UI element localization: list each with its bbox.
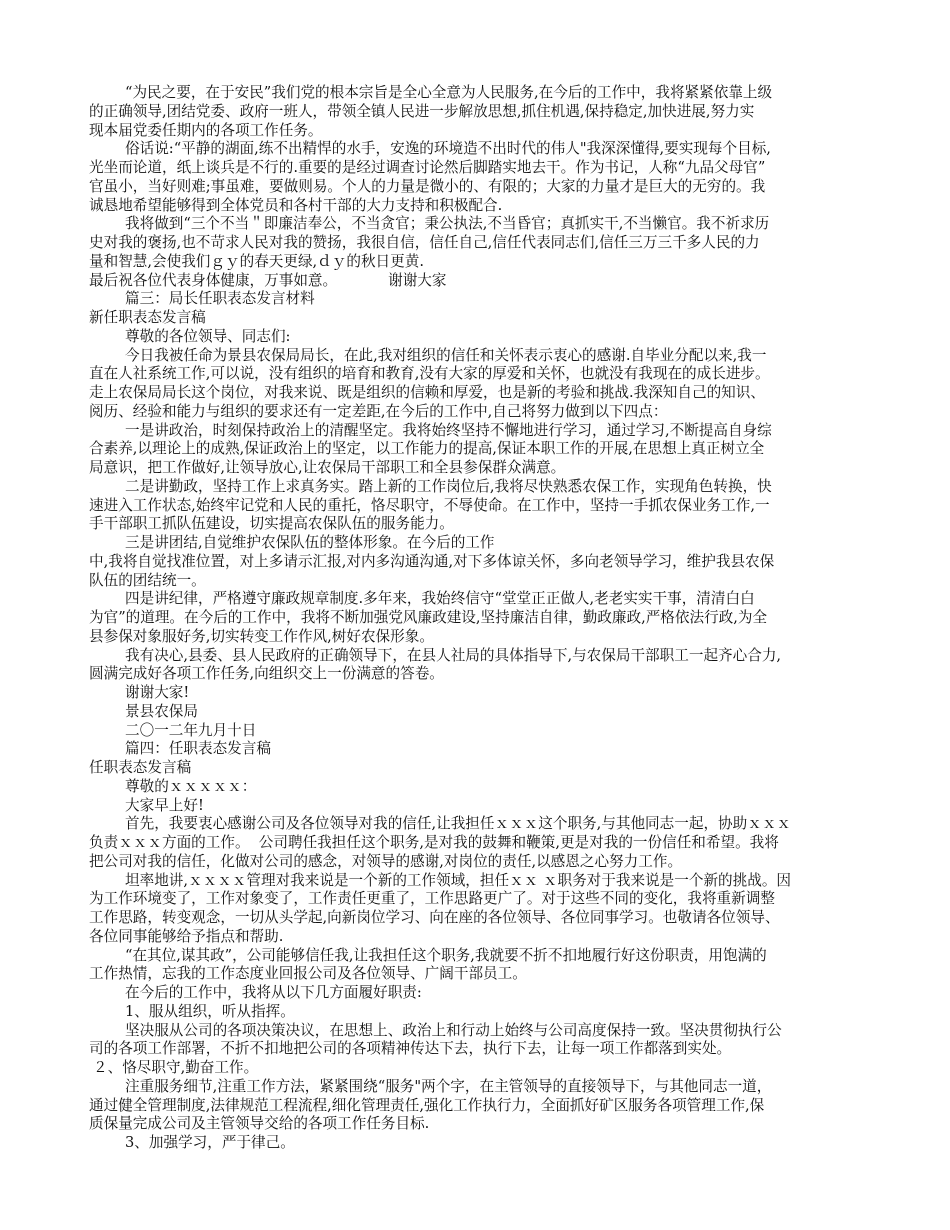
text-line: 合素养,以理论上的成熟,保证政治上的坚定，以工作能力的提高,保证本职工作的开展,在思想上真正树立全: [89, 440, 765, 458]
text-line: 直在人社系统工作,可以说，没有组织的培育和教育,没有大家的厚爱和关怀，也就没有我现在的成长进步。: [89, 365, 770, 383]
text-line: 二是讲勤政，坚持工作上求真务实。踏上新的工作岗位后,我将尽快熟悉农保工作，实现角色转换，快: [125, 477, 772, 495]
text-line: 现本届党委任期内的各项工作任务。: [89, 121, 323, 139]
text-line: “在其位,谋其政”，公司能够信任我,让我担任这个职务,我就要不折不扣地履行好这份职责，用饱满的: [125, 946, 767, 964]
text-line: 工作热情，忘我的工作态度业回报公司及各位领导、广阔干部员工。: [89, 965, 527, 983]
text-line: 俗话说:“平静的湖面,练不出精悍的水手，安逸的环境造不出时代的伟人"我深深懂得,要实现每个目标,: [125, 140, 771, 158]
text-line: 首先，我要衷心感谢公司及各位领导对我的信任,让我担任ｘｘｘ这个职务,与其他同志一起，协助ｘｘｘ: [125, 815, 792, 833]
text-line: 阅历、经验和能力与组织的要求还有一定差距,在今后的工作中,自己将努力做到以下四点：: [89, 402, 668, 420]
text-line: 我将做到“三个不当＂即廉洁奉公，不当贪官；秉公执法,不当昏官；真抓实干,不当懒官。我不祈求历: [125, 215, 770, 233]
text-line: 尊敬的各位领导、同志们:: [125, 327, 291, 345]
text-line: 官虽小，当好则难;事虽难，要做则易。个人的力量是微小的、有限的；大家的力量才是巨大的无穷的。我: [89, 177, 766, 195]
text-line: 景县农保局: [125, 702, 198, 720]
text-line: 史对我的褒扬,也不苛求人民对我的赞扬，我很自信，信任自己,信任代表同志们,信任三万三千多人民的力: [89, 234, 760, 251]
text-line: 谢谢大家!: [125, 684, 190, 701]
text-line: 把公司对我的信任，化做对公司的感念，对领导的感谢,对岗位的责任,以感恩之心努力工作。: [89, 852, 683, 870]
text-line: 负责ｘｘｘ方面的工作。 公司聘任我担任这个职务,是对我的鼓舞和鞭策,更是对我的一份信任和希望。我将: [89, 834, 779, 851]
text-line: 最后祝各位代表身体健康，万事如意。 谢谢大家: [89, 271, 447, 289]
text-line: 一是讲政治，时刻保持政治上的清醒坚定。我将始终坚持不懈地进行学习，通过学习,不断提高自身综: [125, 421, 772, 439]
text-line: 二〇一二年九月十日: [125, 721, 257, 739]
text-line: 篇三：局长任职表态发言材料: [125, 290, 315, 308]
text-line: 坚决服从公司的各项决策决议，在思想上、政治上和行动上始终与公司高度保持一致。坚决贯彻执行公: [125, 1021, 782, 1039]
text-line: 局意识，把工作做好,让领导放心,让农保局干部职工和全县参保群众满意。: [89, 459, 566, 476]
text-line: 量和智慧,会使我们ｇｙ的春天更绿,ｄｙ的秋日更黄.: [89, 252, 424, 270]
text-line: 注重服务细节,注重工作方法，紧紧围绕“服务"两个字，在主管领导的直接领导下，与其他同志一道，: [125, 1077, 772, 1095]
text-line: 质保量完成公司及主管领导交给的各项工作任务目标.: [89, 1115, 430, 1133]
text-line: 司的各项工作部署，不折不扣地把公司的各项精神传达下去，执行下去，让每一项工作都落到实处。: [89, 1040, 732, 1058]
text-line: 任职表态发言稿: [89, 759, 192, 776]
text-line: 尊敬的ｘｘｘｘｘ：: [125, 777, 257, 795]
text-line: 工作思路，转变观念，一切从头学起,向新岗位学习、向在座的各位领导、各位同事学习。也敬请各位领导、: [89, 909, 780, 926]
text-line: 圆满完成好各项工作任务,向组织交上一份满意的答卷。: [89, 665, 444, 683]
text-line: 队伍的团结统一。: [89, 571, 206, 589]
text-line: 在今后的工作中，我将从以下几方面履好职责:: [125, 984, 422, 1001]
text-line: ２、恪尽职守,勤奋工作。: [93, 1059, 259, 1076]
text-line: 县参保对象服好务,切实转变工作作风,树好农保形象。: [89, 627, 434, 645]
text-line: 手干部职工抓队伍建设，切实提高农保队伍的服务能力。: [89, 515, 454, 533]
text-line: 的正确领导,团结党委、政府一班人，带领全镇人民进一步解放思想,抓住机遇,保持稳定,加快进展,努力实: [89, 102, 755, 120]
text-line: 为工作环境变了，工作对象变了，工作责任更重了，工作思路更广了。对于这些不同的变化，我将重新调整: [89, 890, 775, 908]
text-line: “为民之要，在于安民”我们党的根本宗旨是全心全意为人民服务,在今后的工作中，我将紧紧依靠上级: [125, 84, 773, 101]
text-line: 篇四：任职表态发言稿: [125, 740, 271, 758]
text-line: 新任职表态发言稿: [89, 309, 206, 326]
text-line: 坦率地讲,ｘｘｘｘ管理对我来说是一个新的工作领域，担任ｘｘ ｘ职务对于我来说是一个新的挑战。因: [125, 871, 792, 889]
text-line: 速进入工作状态,始终牢记党和人民的重托，恪尽职守，不辱使命。在工作中，坚持一手抓农保业务工作,一: [89, 496, 770, 514]
text-line: 我有决心,县委、县人民政府的正确领导下，在县人社局的具体指导下,与农保局干部职工一起齐心合力,: [125, 646, 782, 664]
text-line: 诚恳地希望能够得到全体党员和各村干部的大力支持和积极配合.: [89, 196, 503, 214]
text-line: 各位同事能够给予指点和帮助.: [89, 927, 284, 945]
text-line: 大家早上好!: [125, 796, 204, 814]
document-body: [89, 84, 863, 1153]
text-line: 走上农保局局长这个岗位，对我来说、既是组织的信赖和厚爱，也是新的考验和挑战.我深知自己的知识、: [89, 384, 765, 401]
text-line: 四是讲纪律，严格遵守廉政规章制度.多年来，我始终信守“堂堂正正做人,老老实实干事，清清白白: [125, 590, 755, 608]
text-line: 3、加强学习，严于律己。: [125, 1134, 295, 1151]
text-line: 为官”的道理。在今后的工作中，我将不断加强党风廉政建设,坚持廉洁自律，勤政廉政,严格依法行政,为全: [89, 609, 768, 626]
text-line: 光坐而论道，纸上谈兵是不行的.重要的是经过调查讨论然后脚踏实地去干。作为书记，人称“九品父母官”: [89, 159, 766, 176]
text-line: 三是讲团结,自觉维护农保队伍的整体形象。在今后的工作: [125, 534, 495, 551]
text-line: 通过健全管理制度,法律规范工程流程,细化管理责任,强化工作执行力，全面抓好矿区服务各项管理工作,保: [89, 1096, 765, 1114]
text-line: 中,我将自觉找准位置，对上多请示汇报,对内多沟通沟通,对下多体谅关怀，多向老领导学习，维护我县农保: [89, 552, 775, 570]
text-line: 今日我被任命为景县农保局局长，在此,我对组织的信任和关怀表示衷心的感谢.自毕业分配以来,我一: [125, 346, 767, 364]
text-line: 1、服从组织，听从指挥。: [125, 1002, 295, 1020]
